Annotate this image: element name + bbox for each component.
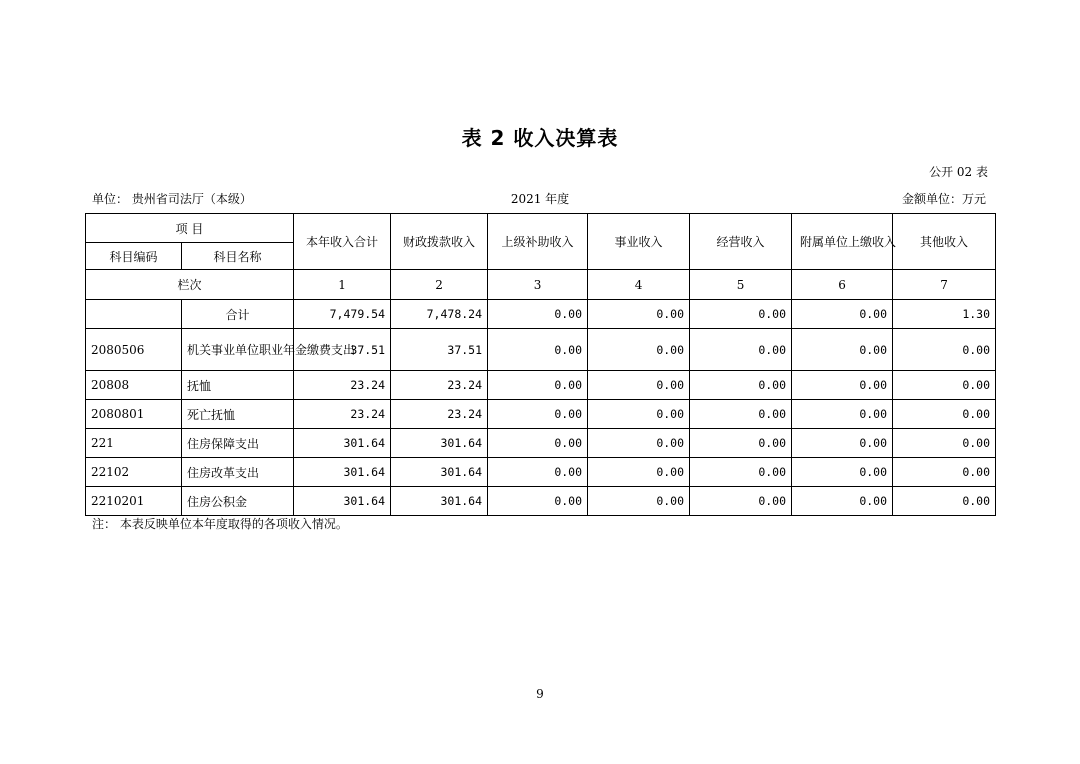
table-row bbox=[86, 487, 996, 516]
row-name: 抚恤 bbox=[182, 371, 294, 400]
row-name: 机关事业单位职业年金缴费支出 bbox=[182, 329, 294, 371]
row-value: 0.00 bbox=[690, 371, 792, 400]
row-value: 301.64 bbox=[294, 487, 391, 516]
row-value: 0.00 bbox=[588, 371, 690, 400]
row-name: 死亡抚恤 bbox=[182, 400, 294, 429]
row-value: 0.00 bbox=[588, 429, 690, 458]
table-row bbox=[86, 400, 996, 429]
row-value: 37.51 bbox=[391, 329, 488, 371]
column-index: 1 bbox=[294, 270, 391, 300]
row-value: 0.00 bbox=[690, 487, 792, 516]
row-value: 0.00 bbox=[588, 400, 690, 429]
reporting-unit: 单位： 贵州省司法厅（本级） bbox=[92, 192, 252, 206]
row-value: 0.00 bbox=[690, 300, 792, 329]
row-value: 23.24 bbox=[391, 400, 488, 429]
column-index: 4 bbox=[588, 270, 690, 300]
row-value: 7,479.54 bbox=[294, 300, 391, 329]
page-title: 表 2 收入决算表 bbox=[461, 126, 619, 150]
header-operating: 经营收入 bbox=[690, 214, 792, 270]
row-value: 0.00 bbox=[588, 458, 690, 487]
row-code bbox=[86, 300, 182, 329]
row-code: 2080506 bbox=[86, 329, 182, 371]
row-value: 0.00 bbox=[488, 400, 588, 429]
income-table bbox=[85, 213, 996, 516]
row-value: 0.00 bbox=[792, 371, 893, 400]
row-value: 301.64 bbox=[391, 458, 488, 487]
row-value: 0.00 bbox=[893, 458, 996, 487]
row-value: 23.24 bbox=[391, 371, 488, 400]
row-value: 0.00 bbox=[792, 300, 893, 329]
row-value: 301.64 bbox=[391, 487, 488, 516]
row-code: 221 bbox=[86, 429, 182, 458]
row-value: 0.00 bbox=[792, 458, 893, 487]
row-value: 0.00 bbox=[488, 429, 588, 458]
row-value: 37.51 bbox=[294, 329, 391, 371]
column-index: 7 bbox=[893, 270, 996, 300]
row-value: 0.00 bbox=[488, 458, 588, 487]
row-value: 0.00 bbox=[690, 329, 792, 371]
row-name: 合计 bbox=[182, 300, 294, 329]
row-value: 301.64 bbox=[294, 429, 391, 458]
currency-unit: 金额单位：万元 bbox=[901, 192, 986, 206]
header-name: 科目名称 bbox=[182, 243, 294, 270]
row-value: 0.00 bbox=[893, 371, 996, 400]
header-item: 项 目 bbox=[86, 214, 294, 243]
form-code: 公开 02 表 bbox=[929, 165, 988, 179]
row-value: 0.00 bbox=[690, 429, 792, 458]
column-index: 5 bbox=[690, 270, 792, 300]
column-index: 3 bbox=[488, 270, 588, 300]
column-index-row bbox=[86, 270, 996, 300]
row-value: 7,478.24 bbox=[391, 300, 488, 329]
row-value: 0.00 bbox=[893, 429, 996, 458]
row-value: 0.00 bbox=[792, 400, 893, 429]
page-number: 9 bbox=[536, 687, 544, 701]
row-name: 住房保障支出 bbox=[182, 429, 294, 458]
row-value: 0.00 bbox=[488, 371, 588, 400]
column-index: 2 bbox=[391, 270, 488, 300]
row-code: 20808 bbox=[86, 371, 182, 400]
header-code: 科目编码 bbox=[86, 243, 182, 270]
header-total: 本年收入合计 bbox=[294, 214, 391, 270]
table-row bbox=[86, 300, 996, 329]
row-value: 0.00 bbox=[792, 487, 893, 516]
table-row bbox=[86, 458, 996, 487]
row-value: 0.00 bbox=[893, 400, 996, 429]
header-business: 事业收入 bbox=[588, 214, 690, 270]
table-row bbox=[86, 429, 996, 458]
row-value: 23.24 bbox=[294, 400, 391, 429]
header-superior: 上级补助收入 bbox=[488, 214, 588, 270]
header-affiliated: 附属单位上缴收入 bbox=[792, 214, 893, 270]
row-value: 0.00 bbox=[488, 487, 588, 516]
row-value: 1.30 bbox=[893, 300, 996, 329]
header-other: 其他收入 bbox=[893, 214, 996, 270]
row-value: 0.00 bbox=[690, 400, 792, 429]
row-code: 22102 bbox=[86, 458, 182, 487]
row-value: 0.00 bbox=[588, 300, 690, 329]
column-index: 6 bbox=[792, 270, 893, 300]
table-note: 注： 本表反映单位本年度取得的各项收入情况。 bbox=[92, 517, 348, 531]
row-value: 301.64 bbox=[294, 458, 391, 487]
row-value: 0.00 bbox=[792, 429, 893, 458]
row-value: 0.00 bbox=[690, 458, 792, 487]
row-value: 0.00 bbox=[488, 300, 588, 329]
header-row-1 bbox=[86, 214, 996, 243]
row-value: 0.00 bbox=[893, 329, 996, 371]
row-code: 2080801 bbox=[86, 400, 182, 429]
row-name: 住房改革支出 bbox=[182, 458, 294, 487]
row-value: 301.64 bbox=[391, 429, 488, 458]
row-code: 2210201 bbox=[86, 487, 182, 516]
column-index-label: 栏次 bbox=[86, 270, 294, 300]
table-row bbox=[86, 371, 996, 400]
table-row bbox=[86, 329, 996, 371]
row-value: 23.24 bbox=[294, 371, 391, 400]
row-value: 0.00 bbox=[588, 329, 690, 371]
row-value: 0.00 bbox=[588, 487, 690, 516]
row-value: 0.00 bbox=[488, 329, 588, 371]
report-year: 2021 年度 bbox=[510, 192, 570, 206]
row-name: 住房公积金 bbox=[182, 487, 294, 516]
row-value: 0.00 bbox=[893, 487, 996, 516]
header-fiscal: 财政拨款收入 bbox=[391, 214, 488, 270]
row-value: 0.00 bbox=[792, 329, 893, 371]
